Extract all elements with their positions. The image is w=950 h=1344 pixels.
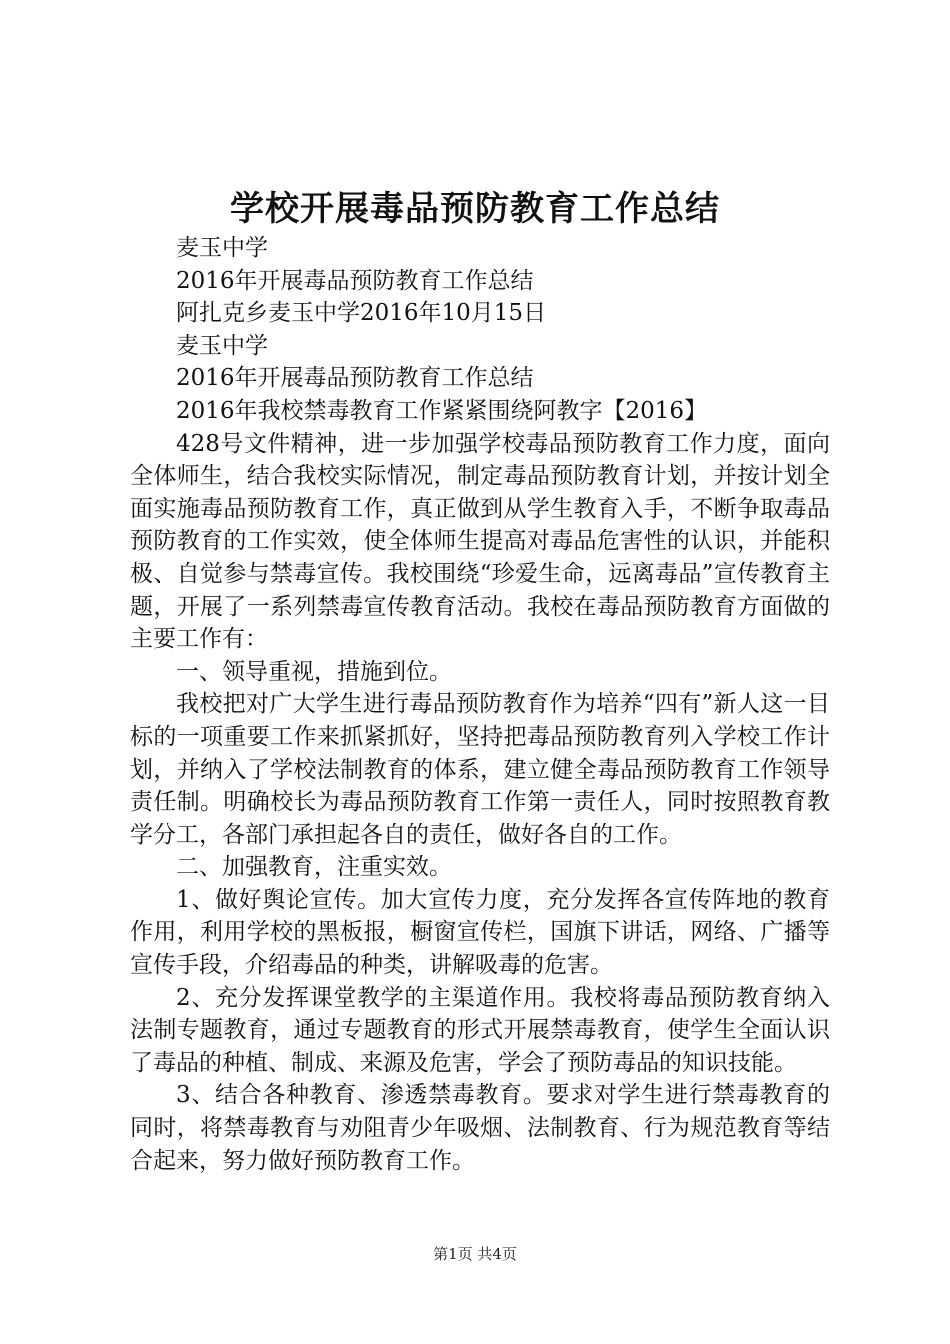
header-line: 2016年开展毒品预防教育工作总结 xyxy=(176,267,534,294)
header-line: 2016年我校禁毒教育工作紧紧围绕阿教字【2016】 xyxy=(176,397,708,424)
body-paragraph: 3、结合各种教育、渗透禁毒教育。要求对学生进行禁毒教育的同时，将禁毒教育与劝阻青少年吸烟、法制教育、行为规范教育等结合起来，努力做好预防教育工作。 xyxy=(130,1082,830,1174)
document-title: 学校开展毒品预防教育工作总结 xyxy=(230,189,720,229)
body-paragraph: 我校把对广大学生进行毒品预防教育作为培养“四有”新人这一目标的一项重要工作来抓紧抓好，坚持把毒品预防教育列入学校工作计划，并纳入了学校法制教育的体系，建立健全毒品预防教育工作领导责任制。明确校长为毒品预防教育工作第一责任人，同时按照教育教学分工，各部门承担起各自的责任，做好各自的工作。 xyxy=(130,691,830,848)
header-line: 阿扎克乡麦玉中学2016年10月15日 xyxy=(176,300,547,327)
section-heading: 一、领导重视，措施到位。 xyxy=(176,658,452,685)
body-paragraph: 2、充分发挥课堂教学的主渠道作用。我校将毒品预防教育纳入法制专题教育，通过专题教育的形式开展禁毒教育，使学生全面认识了毒品的种植、制成、来源及危害，学会了预防毒品的知识技能。 xyxy=(130,984,830,1076)
header-line: 麦玉中学 xyxy=(176,332,268,359)
page-footer: 第1页 共4页 xyxy=(433,1245,517,1263)
body-paragraph: 1、做好舆论宣传。加大宣传力度，充分发挥各宣传阵地的教育作用，利用学校的黑板报，橱窗宣传栏，国旗下讲话，网络、广播等宣传手段，介绍毒品的种类，讲解吸毒的危害。 xyxy=(130,886,830,979)
header-line: 2016年开展毒品预防教育工作总结 xyxy=(176,365,534,392)
document-body xyxy=(130,232,830,1177)
section-heading: 二、加强教育，注重实效。 xyxy=(176,854,452,881)
body-paragraph: 428号文件精神，进一步加强学校毒品预防教育工作力度，面向全体师生，结合我校实际情况，制定毒品预防教育计划，并按计划全面实施毒品预防教育工作，真正做到从学生教育入手，不断争取毒品预防教育的工作实效，使全体师生提高对毒品危害性的认识，并能积极、自觉参与禁毒宣传。我校围绕“珍爱生命，远离毒品”宣传教育主题，开展了一系列禁毒宣传教育活动。我校在毒品预防教育方面做的主要工作有： xyxy=(130,430,830,653)
header-line: 麦玉中学 xyxy=(176,235,268,261)
